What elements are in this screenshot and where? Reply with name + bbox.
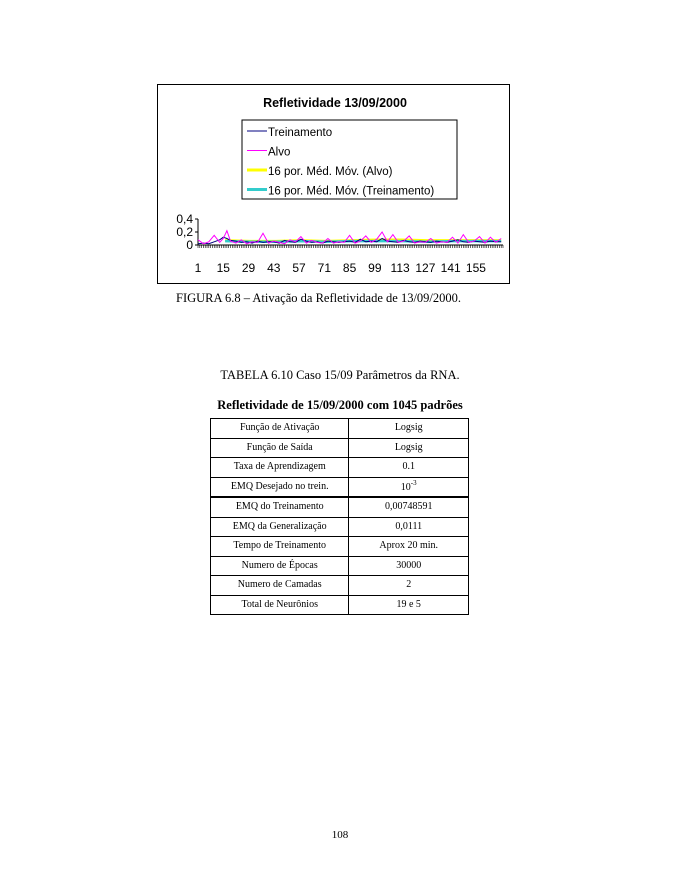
x-tick-label: 113 <box>390 261 410 275</box>
table-row <box>211 576 469 596</box>
param-value: 0.1 <box>349 458 469 478</box>
x-tick-label: 29 <box>241 261 256 275</box>
legend-entry <box>247 166 393 178</box>
param-label: EMQ do Treinamento <box>211 497 349 517</box>
legend-entry <box>247 186 434 198</box>
x-tick-label: 43 <box>267 261 281 275</box>
x-tick-label: 1 <box>194 261 202 275</box>
param-value: 2 <box>349 576 469 596</box>
parameters-table <box>210 418 469 615</box>
x-tick-label: 127 <box>415 261 436 275</box>
param-exponent: -3 <box>410 479 417 488</box>
legend-label: 16 por. Méd. Móv. (Treinamento) <box>268 185 435 198</box>
param-label: Total de Neurônios <box>211 595 349 615</box>
y-tick-label: 0,2 <box>176 225 193 239</box>
table-row <box>211 497 469 517</box>
legend-label: 16 por. Méd. Móv. (Alvo) <box>268 166 393 178</box>
figure-caption: FIGURA 6.8 – Ativação da Refletividade de 13/09/2000. <box>176 291 462 305</box>
legend-label: Alvo <box>268 146 291 159</box>
table-row <box>211 517 469 537</box>
param-label: Função de Ativação <box>211 419 349 439</box>
x-tick-label: 99 <box>368 261 382 275</box>
x-tick-label: 155 <box>465 261 486 275</box>
param-label: Numero de Épocas <box>211 556 349 576</box>
y-tick-label: 0 <box>186 238 193 252</box>
table-row <box>211 595 469 615</box>
param-label: Taxa de Aprendizagem <box>211 458 349 478</box>
chart-frame <box>157 84 510 284</box>
param-value: Aprox 20 min. <box>349 537 469 557</box>
x-tick-label: 71 <box>317 261 332 275</box>
param-label: Numero de Camadas <box>211 576 349 596</box>
table-row <box>211 458 469 478</box>
legend-label: Treinamento <box>268 127 333 139</box>
param-label: Função de Saída <box>211 438 349 458</box>
param-label: Tempo de Treinamento <box>211 537 349 557</box>
table-title: Refletividade de 15/09/2000 com 1045 padrões <box>217 398 463 412</box>
param-label: EMQ da Generalização <box>211 517 349 537</box>
param-value: 30000 <box>349 556 469 576</box>
param-value: $10^{-3}$ <box>349 477 469 497</box>
table-row <box>211 537 469 557</box>
y-tick-label: 0,4 <box>176 212 193 226</box>
param-value: 0,0111 <box>349 517 469 537</box>
chart-title: Refletividade 13/09/2000 <box>263 96 407 110</box>
param-value: Logsig <box>349 419 469 439</box>
table-row <box>211 556 469 576</box>
table-row <box>211 477 469 497</box>
x-tick-label: 141 <box>440 261 461 275</box>
x-tick-label: 85 <box>342 261 357 275</box>
param-value: Logsig <box>349 438 469 458</box>
page-number: 108 <box>331 829 349 841</box>
param-value: 19 e 5 <box>349 595 469 615</box>
x-tick-label: 15 <box>216 261 230 275</box>
param-value: 0,00748591 <box>349 497 469 517</box>
table-row <box>211 419 469 439</box>
table-caption: TABELA 6.10 Caso 15/09 Parâmetros da RNA. <box>220 368 460 382</box>
param-label: EMQ Desejado no trein. <box>211 477 349 497</box>
x-tick-label: 57 <box>292 261 306 275</box>
table-row <box>211 438 469 458</box>
reflectivity-chart <box>158 85 509 283</box>
